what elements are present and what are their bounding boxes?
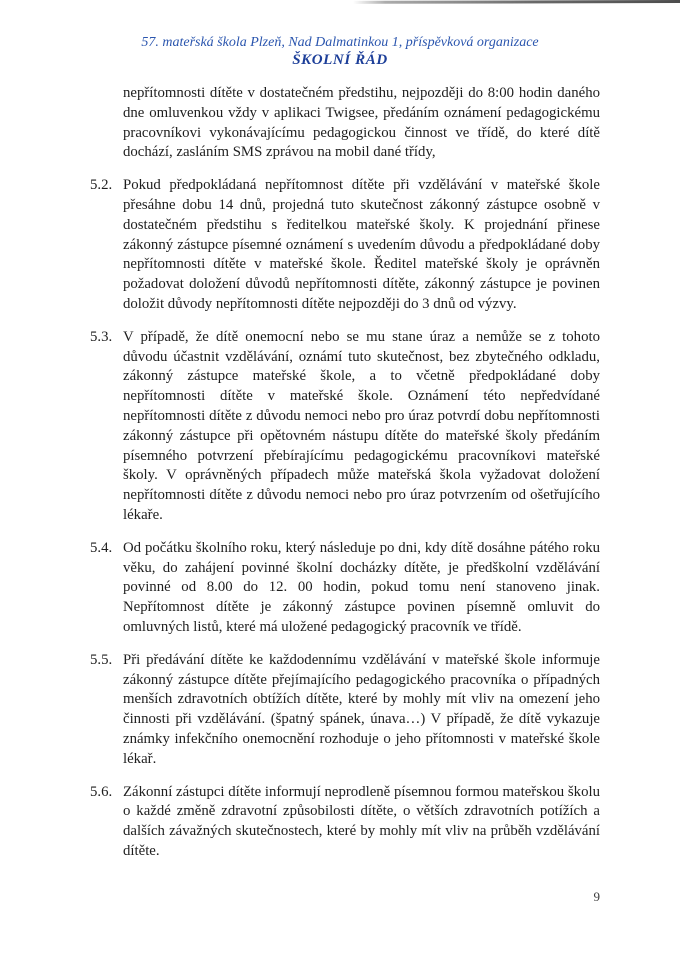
section-text: Od počátku školního roku, který následuje po dni, kdy dítě dosáhne pátého roku věku, do zahájení povinné školní docházky dítěte, je předškolní vzdělávání povinné od 8.00 do 12. 00 hodin, pokud tomu není stanoveno jinak. Nepřítomnost dítěte je zákonný zástupce povinen písemně omluvit do omluvných listů, které má uložené pedagogický pracovník ve třídě. [123,539,600,635]
section-number: 5.6. [90,783,113,800]
section-text: Pokud předpokládaná nepřítomnost dítěte při vzdělávání v mateřské škole přesáhne dobu 14 dnů, projedná tuto skutečnost zákonný zástupce osobně v dostatečném předstihu s ředitelkou mateřské školy. K projednání přinese zákonný zástupce písemné oznámení s uvedením důvodu a předpokládané doby nepřítomnosti dítěte v mateřské škole. Ředitel mateřské školy je oprávněn požadovat doložení důvodů nepřítomnosti dítěte, zákonný zástupce je povinen doložit důvody nepřítomnosti dítěte nejpozději do 3 dnů od výzvy. [123,177,600,312]
section-5-6 [90,783,600,862]
section-number: 5.4. [90,539,113,556]
document-title: ŠKOLNÍ ŘÁD [292,52,388,68]
section-5-2 [90,176,600,315]
section-5-4 [90,539,600,638]
document-header [0,0,680,69]
section-number: 5.3. [90,328,113,345]
document-body [90,84,600,862]
section-number: 5.2. [90,177,113,194]
section-text: Zákonní zástupci dítěte informují neprodleně písemnou formou mateřskou školu o každé změně zdravotní způsobilosti dítěte, o větších zdravotních potížích a dalších závažných skutečnostech, které by mohly mít vliv na průběh vzdělávání dítěte. [123,783,600,859]
section-text: Při předávání dítěte ke každodennímu vzdělávání v mateřské škole informuje zákonný zástupce dítěte přejímajícího pedagogického pracovníka o případných menších zdravotních obtížích dítěte, které by mohly mít vliv na omezení jeho činnosti při vzdělávání. (špatný spánek, únava…) V případě, že dítě vykazuje známky infekčního onemocnění rozhoduje o jeho přítomnosti v mateřské škole lékař. [123,651,600,767]
section-number: 5.5. [90,651,113,668]
page-number: 9 [593,889,600,904]
continuation-paragraph: nepřítomnosti dítěte v dostatečném předstihu, nejpozději do 8:00 hodin daného dne omluvenkou vždy v aplikaci Twigsee, předáním oznámení pedagogickému pracovníkovi vykonávajícímu pedagogickou činnost ve třídě, do které dítě dochází, zasláním SMS zprávou na mobil dané třídy, [123,85,600,161]
section-text: V případě, že dítě onemocní nebo se mu stane úraz a nemůže se z tohoto důvodu účastnit vzdělávání, oznámí tuto skutečnost, bez zbytečného odkladu, zákonný zástupce mateřské škole, a to včetně předpokládané doby nepřítomnosti dítěte v mateřské škole. Oznámení této nepředvídané nepřítomnosti dítěte z důvodu nemoci nebo pro úraz potvrdí dobu nepřítomnosti zákonný zástupce při opětovném nástupu dítěte do mateřské školy předáním písemného potvrzení přebírajícímu pedagogickému pracovníkovi mateřské školy. V oprávněných případech může mateřská škola vyžadovat doložení nepřítomnosti dítěte z důvodu nemoci nebo pro úraz potvrzením od ošetřujícího lékaře. [123,328,600,523]
section-5-3 [90,328,600,526]
school-name: 57. mateřská škola Plzeň, Nad Dalmatinkou 1, příspěvková organizace [141,35,539,50]
section-5-5 [90,651,600,770]
